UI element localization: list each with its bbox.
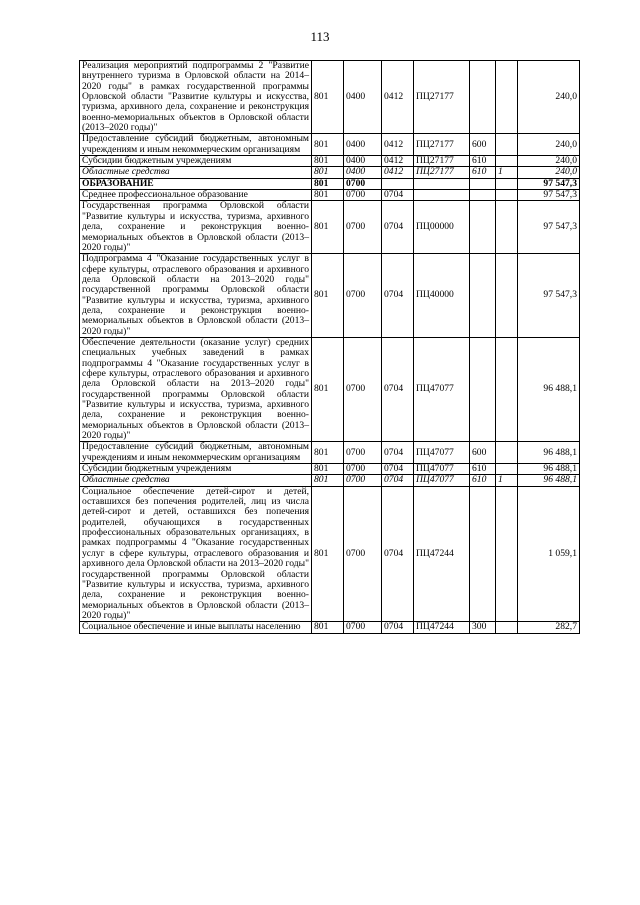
table-row (80, 464, 580, 475)
amount: 240,0 (518, 156, 580, 167)
table-row (80, 61, 580, 134)
funding-source-code (496, 486, 518, 621)
subsection-code: 0704 (382, 486, 414, 621)
row-name: Субсидии бюджетным учреждениям (80, 156, 312, 167)
funding-source-code (496, 134, 518, 156)
section-code: 0700 (344, 337, 382, 441)
amount: 96 488,1 (518, 464, 580, 475)
target-article-code: ПЦ27177 (414, 61, 470, 134)
page-number: 113 (310, 29, 330, 44)
subsection-code: 0704 (382, 201, 414, 254)
section-code: 0700 (344, 486, 382, 621)
grbs-code: 801 (312, 337, 344, 441)
subsection-code: 0412 (382, 156, 414, 167)
section-code: 0700 (344, 201, 382, 254)
expense-type-code: 610 (470, 156, 496, 167)
expense-type-code (470, 337, 496, 441)
row-name: Областные средства (80, 167, 312, 178)
funding-source-code (496, 337, 518, 441)
expense-type-code: 610 (470, 475, 496, 486)
expense-type-code (470, 61, 496, 134)
subsection-code: 0412 (382, 167, 414, 178)
section-code: 0700 (344, 442, 382, 464)
amount: 1 059,1 (518, 486, 580, 621)
grbs-code: 801 (312, 254, 344, 338)
row-name: Предоставление субсидий бюджетным, автономным учреждениям и иным некоммерческим организациям (80, 442, 312, 464)
row-name: Социальное обеспечение детей-сирот и детей, оставшихся без попечения родителей, лиц из числа детей-сирот и детей, оставшихся без попечения родителей, обучающихся в государственных профессиональных образовательных организациях, в рамках подпрограммы 4 "Оказание государственных услуг в сфере культуры, отраслевого образования и архивного дела Орловской области на 2013–2020 годы" государственной программы Орловской области "Развитие культуры и искусства, туризма, архивного дела, сохранение и реконструкция военно-мемориальных объектов в Орловской области (2013–2020 годы)" (80, 486, 312, 621)
target-article-code (414, 178, 470, 189)
grbs-code: 801 (312, 167, 344, 178)
amount: 97 547,3 (518, 190, 580, 201)
subsection-code (382, 178, 414, 189)
amount: 97 547,3 (518, 178, 580, 189)
table-row (80, 201, 580, 254)
section-code: 0400 (344, 167, 382, 178)
target-article-code: ПЦ47244 (414, 486, 470, 621)
table-row (80, 337, 580, 441)
table-row (80, 442, 580, 464)
subsection-code: 0704 (382, 190, 414, 201)
section-code: 0700 (344, 178, 382, 189)
subsection-code: 0704 (382, 622, 414, 633)
table-row (80, 156, 580, 167)
grbs-code: 801 (312, 464, 344, 475)
section-code: 0400 (344, 134, 382, 156)
subsection-code: 0704 (382, 254, 414, 338)
table-row (80, 622, 580, 633)
expense-type-code: 600 (470, 442, 496, 464)
section-code: 0700 (344, 254, 382, 338)
subsection-code: 0412 (382, 61, 414, 134)
grbs-code: 801 (312, 156, 344, 167)
subsection-code: 0704 (382, 337, 414, 441)
funding-source-code: 1 (496, 167, 518, 178)
row-name: Предоставление субсидий бюджетным, автономным учреждениям и иным некоммерческим организациям (80, 134, 312, 156)
row-name: Реализация мероприятий подпрограммы 2 "Развитие внутреннего туризма в Орловской области на 2014–2020 годы" в рамках государственной программы Орловской области "Развитие культуры и искусства, туризма, архивного дела, сохранение и реконструкция военно-мемориальных объектов в Орловской области (2013–2020 годы)" (80, 61, 312, 134)
expense-type-code (470, 254, 496, 338)
expense-type-code: 610 (470, 167, 496, 178)
funding-source-code (496, 442, 518, 464)
expense-type-code: 610 (470, 464, 496, 475)
row-name: Обеспечение деятельности (оказание услуг) средних специальных учебных заведений в рамках подпрограммы 4 "Оказание государственных услуг в сфере культуры, отраслевого образования и архивного дела Орловской области на 2013–2020 годы" государственной программы Орловской области "Развитие культуры и искусства, туризма, архивного дела, сохранение и реконструкция военно-мемориальных объектов в Орловской области (2013–2020 годы)" (80, 337, 312, 441)
table-row (80, 254, 580, 338)
amount: 282,7 (518, 622, 580, 633)
funding-source-code (496, 201, 518, 254)
target-article-code: ПЦ47244 (414, 622, 470, 633)
grbs-code: 801 (312, 134, 344, 156)
amount: 96 488,1 (518, 475, 580, 486)
section-code: 0700 (344, 464, 382, 475)
target-article-code: ПЦ47077 (414, 475, 470, 486)
budget-table (79, 60, 580, 634)
amount: 96 488,1 (518, 442, 580, 464)
amount: 240,0 (518, 134, 580, 156)
target-article-code: ПЦ47077 (414, 337, 470, 441)
funding-source-code (496, 178, 518, 189)
target-article-code: ПЦ00000 (414, 201, 470, 254)
table-row (80, 167, 580, 178)
amount: 240,0 (518, 167, 580, 178)
section-code: 0700 (344, 475, 382, 486)
row-name: ОБРАЗОВАНИЕ (80, 178, 312, 189)
target-article-code (414, 190, 470, 201)
funding-source-code (496, 156, 518, 167)
expense-type-code (470, 190, 496, 201)
table-row (80, 475, 580, 486)
target-article-code: ПЦ40000 (414, 254, 470, 338)
target-article-code: ПЦ27177 (414, 156, 470, 167)
row-name: Субсидии бюджетным учреждениям (80, 464, 312, 475)
table-row (80, 178, 580, 189)
expense-type-code: 300 (470, 622, 496, 633)
expense-type-code (470, 486, 496, 621)
row-name: Государственная программа Орловской области "Развитие культуры и искусства, туризма, архивного дела, сохранение и реконструкция военно-мемориальных объектов в Орловской области (2013–2020 годы)" (80, 201, 312, 254)
target-article-code: ПЦ47077 (414, 464, 470, 475)
grbs-code: 801 (312, 201, 344, 254)
table-row (80, 134, 580, 156)
amount: 97 547,3 (518, 254, 580, 338)
grbs-code: 801 (312, 442, 344, 464)
section-code: 0400 (344, 61, 382, 134)
amount: 97 547,3 (518, 201, 580, 254)
row-name: Среднее профессиональное образование (80, 190, 312, 201)
grbs-code: 801 (312, 61, 344, 134)
subsection-code: 0704 (382, 442, 414, 464)
row-name: Социальное обеспечение и иные выплаты населению (80, 622, 312, 633)
expense-type-code (470, 201, 496, 254)
row-name: Областные средства (80, 475, 312, 486)
table-row (80, 190, 580, 201)
target-article-code: ПЦ27177 (414, 167, 470, 178)
row-name: Подпрограмма 4 "Оказание государственных услуг в сфере культуры, отраслевого образования и архивного дела Орловской области на 2013–2020 годы" государственной программы Орловской области "Развитие культуры и искусства, туризма, архивного дела, сохранение и реконструкция военно-мемориальных объектов в Орловской области (2013–2020 годы)" (80, 254, 312, 338)
grbs-code: 801 (312, 622, 344, 633)
target-article-code: ПЦ27177 (414, 134, 470, 156)
subsection-code: 0412 (382, 134, 414, 156)
expense-type-code (470, 178, 496, 189)
section-code: 0700 (344, 622, 382, 633)
funding-source-code (496, 622, 518, 633)
funding-source-code (496, 190, 518, 201)
subsection-code: 0704 (382, 464, 414, 475)
amount: 96 488,1 (518, 337, 580, 441)
grbs-code: 801 (312, 190, 344, 201)
section-code: 0400 (344, 156, 382, 167)
grbs-code: 801 (312, 475, 344, 486)
funding-source-code: 1 (496, 475, 518, 486)
target-article-code: ПЦ47077 (414, 442, 470, 464)
subsection-code: 0704 (382, 475, 414, 486)
grbs-code: 801 (312, 178, 344, 189)
amount: 240,0 (518, 61, 580, 134)
table-row (80, 486, 580, 621)
expense-type-code: 600 (470, 134, 496, 156)
funding-source-code (496, 464, 518, 475)
funding-source-code (496, 61, 518, 134)
funding-source-code (496, 254, 518, 338)
grbs-code: 801 (312, 486, 344, 621)
section-code: 0700 (344, 190, 382, 201)
